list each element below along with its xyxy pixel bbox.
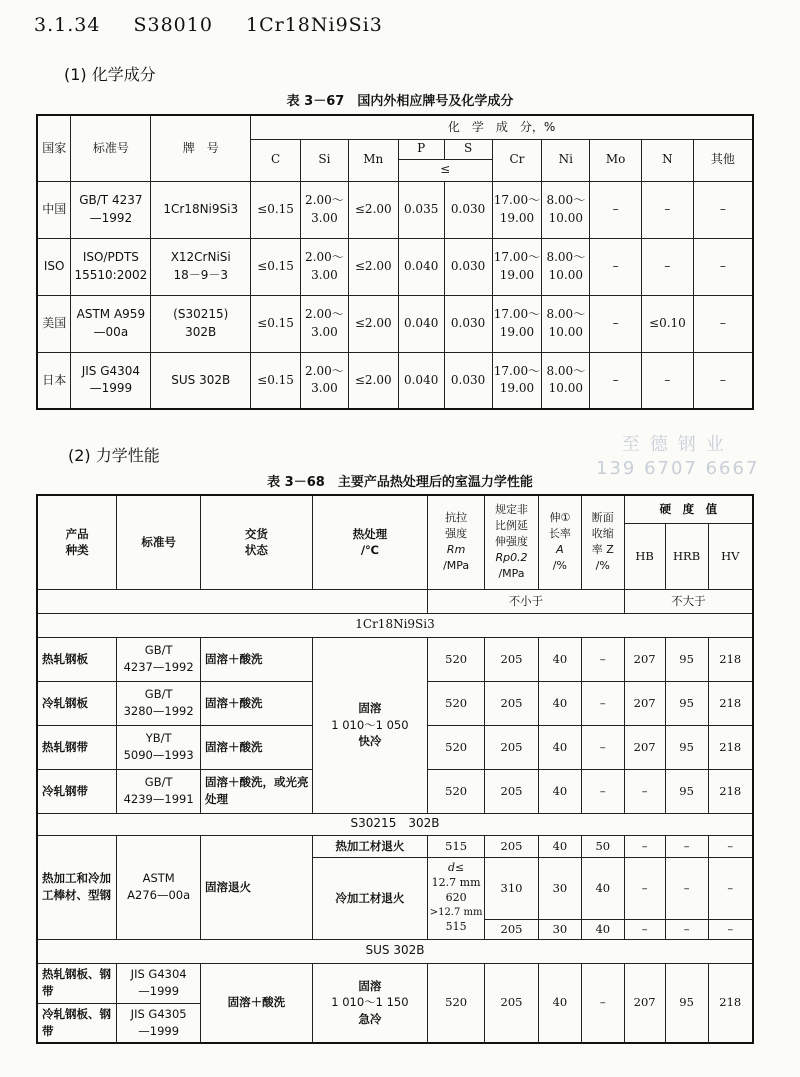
cell-product: 热轧钢板	[37, 637, 117, 681]
cell-hrb: 95	[665, 637, 708, 681]
cell-c: ≤0.15	[251, 181, 301, 238]
cell-hb: 207	[624, 725, 665, 769]
cell-product: 冷轧钢带	[37, 769, 117, 813]
g3-heat: 固溶 1 010～1 150 急冷	[312, 963, 428, 1043]
h-product: 产品 种类	[37, 495, 117, 589]
h-standard: 标准号	[117, 495, 201, 589]
group2-title: S30215 302B	[37, 813, 753, 835]
h-min: 不小于	[428, 589, 625, 613]
cell-hrb: 95	[665, 725, 708, 769]
cell-cr: 17.00～ 19.00	[492, 181, 542, 238]
cell-standard: JIS G4304 —1999	[71, 352, 151, 409]
g3-standard-1: JIS G4304 —1999	[117, 963, 201, 1003]
h-hardness: 硬 度 值	[624, 495, 753, 523]
cell-mo: –	[590, 238, 642, 295]
steel-grade: 1Cr18Ni9Si3	[246, 14, 383, 36]
g2-cold-z-2: 40	[581, 919, 624, 939]
cell-n: –	[641, 238, 693, 295]
cell-other: –	[693, 181, 753, 238]
g2-cold-hb-2: –	[624, 919, 665, 939]
g2-cold-z-1: 40	[581, 857, 624, 919]
g3-hrb: 95	[665, 963, 708, 1043]
g2-delivery: 固溶退火	[201, 835, 313, 939]
cell-delivery: 固溶＋酸洗	[201, 725, 313, 769]
cell-s: 0.030	[444, 238, 492, 295]
g3-product-2: 冷轧钢板、钢带	[37, 1003, 117, 1043]
cell-other: –	[693, 238, 753, 295]
cell-a: 40	[538, 681, 581, 725]
cell-rm: 520	[428, 725, 485, 769]
cell-cr: 17.00～ 19.00	[492, 352, 542, 409]
header-el-p: P	[398, 139, 444, 159]
cell-a: 40	[538, 769, 581, 813]
cell-s: 0.030	[444, 181, 492, 238]
h-delivery: 交货 状态	[201, 495, 313, 589]
g3-standard-2: JIS G4305 —1999	[117, 1003, 201, 1043]
g2-hot-hrb: –	[665, 835, 708, 857]
h-hb: HB	[624, 523, 665, 589]
g3-rp: 205	[485, 963, 539, 1043]
cell-n: –	[641, 352, 693, 409]
g3-hb: 207	[624, 963, 665, 1043]
cell-c: ≤0.15	[251, 352, 301, 409]
header-el-cr: Cr	[492, 139, 542, 181]
cell-mo: –	[590, 295, 642, 352]
section-title-chem: (1) 化学成分	[64, 65, 156, 84]
g2-hot-heat: 热加工材退火	[312, 835, 428, 857]
cell-hv: 218	[708, 769, 753, 813]
cell-c: ≤0.15	[251, 238, 301, 295]
chem-table	[36, 114, 754, 410]
chem-row	[37, 238, 753, 295]
cell-mn: ≤2.00	[348, 181, 398, 238]
cell-a: 40	[538, 637, 581, 681]
g2-cold-hv-2: –	[708, 919, 753, 939]
h-tensile: 抗拉 强度 Rm /MPa	[428, 495, 485, 589]
cell-mo: –	[590, 181, 642, 238]
g2-cold-hb-1: –	[624, 857, 665, 919]
g2-hot-rm: 515	[428, 835, 485, 857]
g3-delivery: 固溶＋酸洗	[201, 963, 313, 1043]
g2-cold-a-1: 30	[538, 857, 581, 919]
cell-cr: 17.00～ 19.00	[492, 295, 542, 352]
cell-ni: 8.00～ 10.00	[542, 238, 590, 295]
cell-rm: 520	[428, 637, 485, 681]
header-el-si: Si	[301, 139, 349, 181]
cell-p: 0.040	[398, 238, 444, 295]
cell-si: 2.00～ 3.00	[301, 238, 349, 295]
header-el-s: S	[444, 139, 492, 159]
header-composition: 化 学 成 分，%	[251, 115, 753, 139]
cell-rp: 205	[485, 769, 539, 813]
cell-c: ≤0.15	[251, 295, 301, 352]
g2-cold-heat: 冷加工材退火	[312, 857, 428, 939]
h-elong: 伸① 长率 A /%	[538, 495, 581, 589]
g2-product: 热加工和冷加工棒材、型钢	[37, 835, 117, 939]
cell-rm: 520	[428, 681, 485, 725]
cell-mn: ≤2.00	[348, 238, 398, 295]
cell-n: –	[641, 181, 693, 238]
header-le: ≤	[398, 159, 492, 181]
cell-standard: GB/T 3280—1992	[117, 681, 201, 725]
cell-rm: 520	[428, 769, 485, 813]
cell-product: 热轧钢带	[37, 725, 117, 769]
group1-title: 1Cr18Ni9Si3	[37, 613, 753, 637]
header-country: 国家	[37, 115, 71, 181]
section-number: 3.1.34	[34, 14, 101, 36]
cell-z: –	[581, 637, 624, 681]
cell-hb: 207	[624, 637, 665, 681]
h-hrb: HRB	[665, 523, 708, 589]
g2-cold-rp-1: 310	[485, 857, 539, 919]
cell-hv: 218	[708, 637, 753, 681]
cell-country: 美国	[37, 295, 71, 352]
cell-brand: SUS 302B	[151, 352, 251, 409]
cell-a: 40	[538, 725, 581, 769]
cell-other: –	[693, 352, 753, 409]
header-el-n: N	[641, 139, 693, 181]
g3-rm: 520	[428, 963, 485, 1043]
cell-rp: 205	[485, 637, 539, 681]
group1-heat: 固溶 1 010～1 050 快冷	[312, 637, 428, 813]
g2-cold-hrb-1: –	[665, 857, 708, 919]
cell-rp: 205	[485, 725, 539, 769]
h-max: 不大于	[624, 589, 753, 613]
cell-hb: 207	[624, 681, 665, 725]
cell-hb: –	[624, 769, 665, 813]
cell-hrb: 95	[665, 769, 708, 813]
h-heat: 热处理 /℃	[312, 495, 428, 589]
cell-delivery: 固溶＋酸洗	[201, 681, 313, 725]
header-brand: 牌 号	[151, 115, 251, 181]
cell-z: –	[581, 681, 624, 725]
cell-standard: GB/T 4239—1991	[117, 769, 201, 813]
header-el-other: 其他	[693, 139, 753, 181]
cell-mn: ≤2.00	[348, 295, 398, 352]
table1-caption: 表 3－67 国内外相应牌号及化学成分	[286, 94, 514, 109]
header-el-mo: Mo	[590, 139, 642, 181]
g2-hot-hb: –	[624, 835, 665, 857]
table2-caption: 表 3－68 主要产品热处理后的室温力学性能	[267, 475, 533, 490]
h-yield: 规定非 比例延 伸强度 Rp0.2 /MPa	[485, 495, 539, 589]
cell-si: 2.00～ 3.00	[301, 352, 349, 409]
cell-s: 0.030	[444, 352, 492, 409]
cell-p: 0.040	[398, 295, 444, 352]
g2-standard: ASTM A276—00a	[117, 835, 201, 939]
g2-hot-z: 50	[581, 835, 624, 857]
cell-hrb: 95	[665, 681, 708, 725]
g2-hot-hv: –	[708, 835, 753, 857]
g2-cold-a-2: 30	[538, 919, 581, 939]
cell-standard: GB/T 4237—1992	[117, 637, 201, 681]
cell-brand: 1Cr18Ni9Si3	[151, 181, 251, 238]
cell-ni: 8.00～ 10.00	[542, 295, 590, 352]
g3-z: –	[581, 963, 624, 1043]
cell-standard: YB/T 5090—1993	[117, 725, 201, 769]
header-el-c: C	[251, 139, 301, 181]
mech-row	[37, 637, 753, 681]
cell-brand: X12CrNiSi 18－9－3	[151, 238, 251, 295]
g3-hv: 218	[708, 963, 753, 1043]
chem-row	[37, 295, 753, 352]
g2-hot-rp: 205	[485, 835, 539, 857]
cell-ni: 8.00～ 10.00	[542, 352, 590, 409]
cell-hv: 218	[708, 725, 753, 769]
g2-cold-hv-1: –	[708, 857, 753, 919]
mech-table	[36, 494, 754, 1044]
chem-row	[37, 181, 753, 238]
header-el-ni: Ni	[542, 139, 590, 181]
cell-country: 中国	[37, 181, 71, 238]
cell-country: 日本	[37, 352, 71, 409]
cell-si: 2.00～ 3.00	[301, 181, 349, 238]
g2-cold-rp-2: 205	[485, 919, 539, 939]
cell-delivery: 固溶＋酸洗，或光亮处理	[201, 769, 313, 813]
cell-mn: ≤2.00	[348, 352, 398, 409]
cell-standard: GB/T 4237 —1992	[71, 181, 151, 238]
cell-country: ISO	[37, 238, 71, 295]
page-heading	[34, 14, 409, 36]
g3-a: 40	[538, 963, 581, 1043]
watermark-name: 至德钢业	[621, 434, 734, 455]
cell-n: ≤0.10	[641, 295, 693, 352]
cell-p: 0.040	[398, 352, 444, 409]
cell-s: 0.030	[444, 295, 492, 352]
cell-z: –	[581, 725, 624, 769]
h-reduct: 断面 收缩 率 Z /%	[581, 495, 624, 589]
h-hv: HV	[708, 523, 753, 589]
header-el-mn: Mn	[348, 139, 398, 181]
g2-cold-hrb-2: –	[665, 919, 708, 939]
cell-other: –	[693, 295, 753, 352]
cell-cr: 17.00～ 19.00	[492, 238, 542, 295]
section-title-mech: (2) 力学性能	[68, 446, 160, 465]
group3-title: SUS 302B	[37, 939, 753, 963]
cell-delivery: 固溶＋酸洗	[201, 637, 313, 681]
cell-standard: ASTM A959 —00a	[71, 295, 151, 352]
cell-hv: 218	[708, 681, 753, 725]
cell-standard: ISO/PDTS 15510:2002	[71, 238, 151, 295]
g3-product-1: 热轧钢板、钢带	[37, 963, 117, 1003]
cell-p: 0.035	[398, 181, 444, 238]
watermark-phone: 139 6707 6667	[596, 458, 760, 479]
cell-ni: 8.00～ 10.00	[542, 181, 590, 238]
steel-code: S38010	[133, 14, 213, 36]
cell-z: –	[581, 769, 624, 813]
cell-product: 冷轧钢板	[37, 681, 117, 725]
cell-rp: 205	[485, 681, 539, 725]
g2-hot-a: 40	[538, 835, 581, 857]
cell-mo: –	[590, 352, 642, 409]
cell-si: 2.00～ 3.00	[301, 295, 349, 352]
g2-cold-rm: d≤ 12.7 mm 620 >12.7 mm 515	[428, 857, 485, 939]
header-standard: 标准号	[71, 115, 151, 181]
cell-brand: (S30215) 302B	[151, 295, 251, 352]
chem-row	[37, 352, 753, 409]
